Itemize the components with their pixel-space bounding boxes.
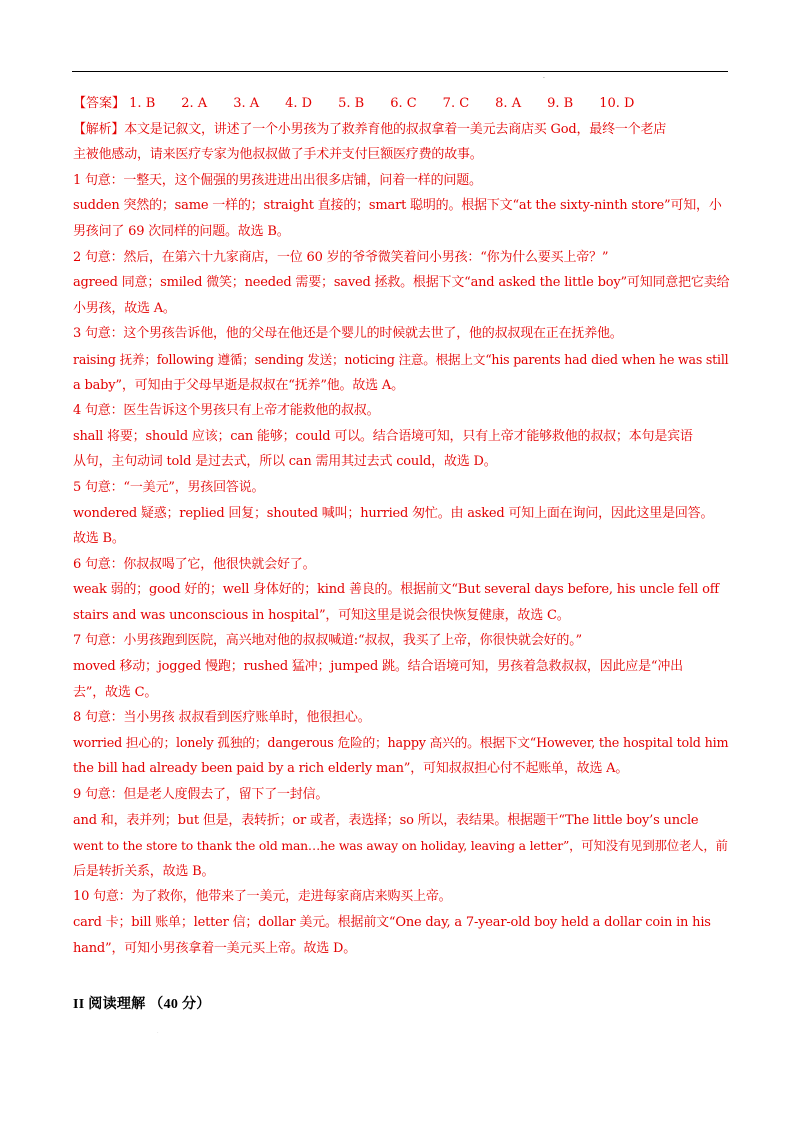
explanation-line: shall 将要；should 应该；can 能够；could 可以。结合语境可知，只有上帝才能够救他的叔叔；本句是宾语: [73, 428, 693, 444]
explanation-intro-line: [73, 117, 729, 143]
explanation-line: 7 句意：小男孩跑到医院，高兴地对他的叔叔喊道:“叔叔，我买了上帝，你很快就会好的。”: [73, 633, 582, 649]
explanation-tag: 【解析】: [73, 121, 125, 137]
explanation-line: 故选 B。: [73, 531, 125, 547]
explanation-line: and 和，表并列；but 但是，表转折；or 或者，表选择；so 所以，表结果。根据题干“The little boy’s uncle: [73, 812, 699, 828]
explanation-line: 4 句意：医生告诉这个男孩只有上帝才能救他的叔叔。: [73, 403, 380, 419]
explanation-line: sudden 突然的；same 一样的；straight 直接的；smart 聪明的。根据下文“at the sixty-ninth store”可知，小: [73, 198, 722, 214]
answer-explanation-block: [73, 91, 729, 961]
answer-item: 9. B: [547, 96, 574, 111]
explanation-line: stairs and was unconscious in hospital”，可知这里是说会很快恢复健康，故选 C。: [73, 607, 570, 623]
explanation-line: hand”，可知小男孩拿着一美元买上帝。故选 D。: [73, 940, 357, 956]
explanation-line: 1 句意：一整天，这个倔强的男孩进进出出很多店铺，问着一样的问题。: [73, 172, 482, 188]
explanation-line: 8 句意：当小男孩 叔叔看到医疗账单时，他很担心。: [73, 710, 371, 726]
explanation-line: went to the store to thank the old man…he was away on holiday, leaving a letter”，可知没有见到那位老人，前: [73, 838, 728, 854]
answer-key-line: [73, 91, 729, 117]
explanation-line: card 卡；bill 账单；letter 信；dollar 美元。根据前文“One day, a 7-year-old boy held a dollar coin in his: [73, 915, 711, 930]
answer-tag: 【答案】: [73, 96, 126, 111]
footer-mark: ·: [157, 1030, 159, 1036]
answer-item: 8. A: [495, 96, 522, 111]
explanation-line: raising 抚养；following 遵循；sending 发送；noticing 注意。根据上文“his parents had died when he was still: [73, 351, 729, 367]
explanation-line: 6 句意：你叔叔喝了它，他很快就会好了。: [73, 556, 316, 572]
explanation-line: 小男孩，故选 A。: [73, 300, 176, 316]
answer-item: 7. C: [442, 96, 470, 111]
answer-item: 3. A: [233, 96, 260, 111]
answer-item: 2. A: [181, 96, 208, 111]
explanation-line: worried 担心的；lonely 孤独的；dangerous 危险的；happy 高兴的。根据下文“However, the hospital told him: [73, 735, 729, 751]
explanation-line: the bill had already been paid by a rich elderly man”，可知叔叔担心付不起账单，故选 A。: [73, 761, 629, 777]
answer-item: 1. B: [129, 96, 156, 111]
explanation-line: weak 弱的；good 好的；well 身体好的；kind 善良的。根据前文“But several days before, his uncle fell off: [73, 582, 719, 598]
header-rule: [72, 71, 728, 72]
explanation-line: 男孩问了 69 次同样的问题。故选 B。: [73, 223, 290, 239]
answer-item: 5. B: [338, 96, 365, 111]
explanation-line: 9 句意：但是老人度假去了，留下了一封信。: [73, 787, 329, 803]
explanation-intro-line-2: 主被他感动，请来医疗专家为他叔叔做了手术并支付巨额医疗费的故事。: [73, 147, 483, 163]
explanation-lines: [73, 168, 729, 961]
answer-item: 4. D: [285, 96, 313, 111]
explanation-line: agreed 同意；smiled 微笑；needed 需要；saved 拯救。根据下文“and asked the little boy”可知同意把它卖给: [73, 275, 730, 291]
answer-item: 6. C: [390, 96, 417, 111]
explanation-line: 2 句意：然后，在第六十九家商店，一位 60 岁的爷爷微笑着问小男孩：“你为什么要买上帝？”: [73, 249, 609, 265]
section-heading: II 阅读理解 （40 分）: [73, 997, 211, 1012]
explanation-line: 5 句意：“一美元”，男孩回答说。: [73, 479, 265, 495]
explanation-intro-text: 本文是记叙文，讲述了一个小男孩为了救养育他的叔叔拿着一美元去商店买 God，最终一个老店: [124, 121, 667, 137]
explanation-line: 后是转折关系，故选 B。: [73, 863, 215, 879]
explanation-line: 去”，故选 C。: [73, 684, 158, 700]
explanation-line: 3 句意：这个男孩告诉他，他的父母在他还是个婴儿的时候就去世了，他的叔叔现在正在抚养他。: [73, 326, 623, 342]
header-mark: ·: [543, 75, 545, 82]
explanation-line: moved 移动；jogged 慢跑；rushed 猛冲；jumped 跳。结合语境可知，男孩着急救叔叔，因此应是“冲出: [73, 659, 683, 675]
answer-item: 10. D: [599, 96, 635, 111]
explanation-line: 10 句意：为了救你，他带来了一美元，走进每家商店来购买上帝。: [73, 889, 452, 905]
explanation-line: 从句，主句动词 told 是过去式，所以 can 需用其过去式 could，故选 D。: [73, 454, 497, 470]
explanation-line: wondered 疑惑；replied 回复；shouted 喊叫；hurried 匆忙。由 asked 可知上面在询问，因此这里是回答。: [73, 505, 714, 521]
explanation-line: a baby”，可知由于父母早逝是叔叔在“抚养”他。故选 A。: [73, 377, 404, 393]
